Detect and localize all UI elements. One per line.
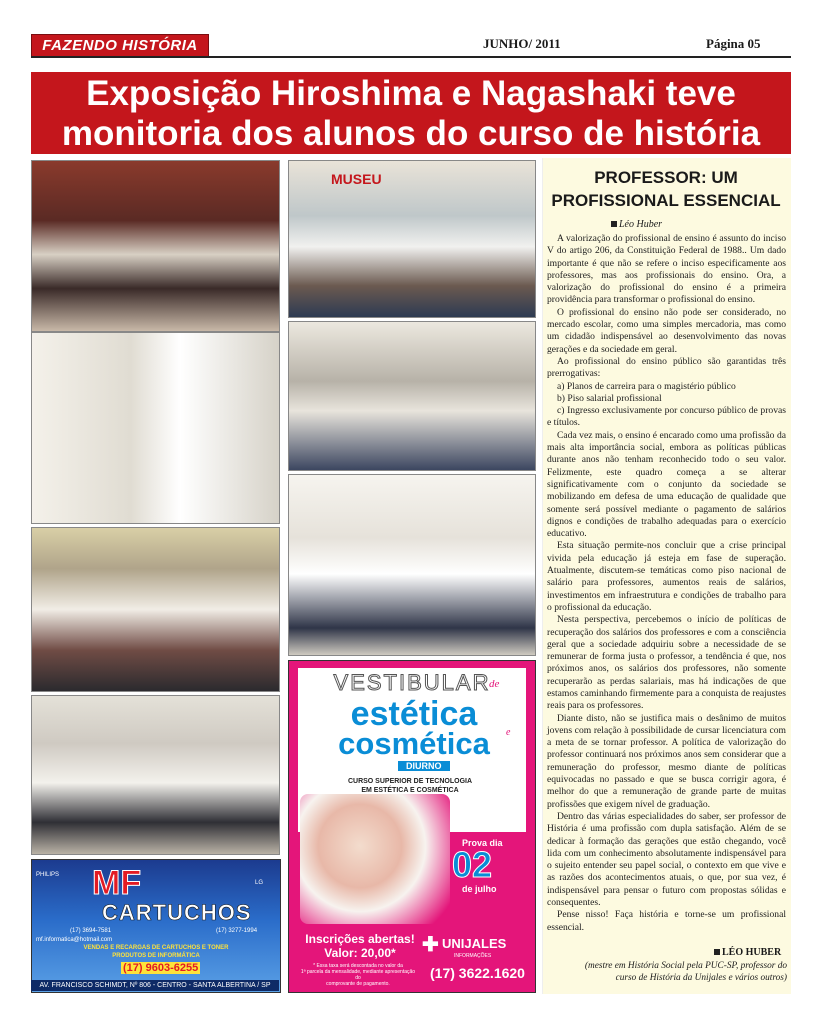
article-signature-name: LÉO HUBER bbox=[722, 947, 782, 958]
article-byline-name: Léo Huber bbox=[619, 219, 663, 230]
article-title-line-2: PROFISSIONAL ESSENCIAL bbox=[551, 191, 781, 210]
article-signature bbox=[714, 947, 781, 958]
headline bbox=[31, 74, 791, 154]
vestibular-day: 02 bbox=[452, 844, 493, 885]
article-paragraph: Pense nisso! Faça história e torne-se um profissional essencial. bbox=[547, 909, 786, 933]
ad-brand-philips: PHILIPS bbox=[36, 872, 60, 878]
ad-brand-lg: LG bbox=[255, 880, 264, 886]
vestibular-cosmetica: cosmética bbox=[338, 726, 490, 761]
article-paragraph: Nesta perspectiva, percebemos o início de políticas de recuperação dos salários dos professores e com a consciência geral que a sociedade adquiriu sobre a necessidade de se remunerar de forma justa o professor, a tendência é que, nos próximos anos, os salários dos professores, não somente recuperarão as perdas salariais, mas há indicações de que estamos caminhando firmemente para a conquista de reajustes reais para os professores. bbox=[547, 614, 786, 712]
vestibular-note-line-2: 1ª parcela da mensalidade, mediante apresentação do bbox=[300, 969, 416, 981]
ad-line-2: PRODUTOS DE INFORMÁTICA bbox=[112, 953, 200, 959]
article-list-item: a) Planos de carreira para o magistério público bbox=[557, 380, 736, 392]
vestibular-title: VESTIBULAR bbox=[333, 670, 491, 695]
vestibular-month: de julho bbox=[462, 884, 497, 894]
ad-contact-right: (17) 3277-1994 bbox=[216, 928, 258, 934]
headline-line-2: monitoria dos alunos do curso de história bbox=[61, 114, 761, 153]
header-rule bbox=[31, 56, 791, 58]
article-list-item: c) Ingresso exclusivamente por concurso público de provas e títulos. bbox=[547, 405, 786, 429]
vestibular-inscricoes-label: Inscrições abertas! bbox=[305, 932, 415, 946]
article-title-line-1: PROFESSOR: UM bbox=[594, 168, 738, 187]
article-paragraph: A valorização do profissional de ensino é assunto do inciso V do artigo 206, da Constituição Federal de 1988.. Um dado importante é que não se refere o inciso especificamente aos professores, mas aos profissionais do ensino. Ora, a valorização do profissional do ensino é a primeira providência para transformar o profissional do ensino. bbox=[547, 233, 786, 306]
ad-email: mf.informatica@hotmail.com bbox=[36, 937, 113, 943]
page-number: Página 05 bbox=[706, 36, 761, 51]
unijales-cross-icon: ✚ bbox=[422, 934, 439, 956]
vestibular-photo-collage bbox=[300, 794, 450, 924]
vestibular-course-line-2: EM ESTÉTICA E COSMÉTICA bbox=[361, 787, 459, 794]
vestibular-diurno: DIURNO bbox=[398, 761, 450, 771]
ad-address: AV. FRANCISCO SCHIMDT, Nº 806 - CENTRO - SANTA ALBERTINA / SP bbox=[31, 980, 279, 991]
vestibular-prova: Prova dia bbox=[462, 838, 503, 848]
photo-gallery-corridor bbox=[288, 474, 536, 656]
article-paragraph: O profissional do ensino não pode ser considerado, no mercado escolar, como uma simples mercadoria, mas como um cidadão indispensável ao desenvolvimento das novas gerações e da sociedade em geral. bbox=[547, 306, 786, 355]
photo-auditorium bbox=[31, 160, 280, 332]
article-title bbox=[546, 166, 786, 212]
ad-product: CARTUCHOS bbox=[102, 900, 252, 925]
article-body bbox=[547, 233, 786, 934]
ad-brand-mf: MF bbox=[92, 864, 142, 902]
photo-monitoring-group bbox=[31, 695, 280, 855]
issue-date: JUNHO/ 2011 bbox=[483, 36, 561, 51]
headline-line-1: Exposição Hiroshima e Nagashaki teve bbox=[86, 74, 736, 113]
photo-museum-entrance bbox=[288, 160, 536, 318]
photo-students-visit bbox=[288, 321, 536, 471]
article-paragraph: Dentro das várias especialidades do saber, ser professor de História é uma profissão com dupla satisfação. Além de se dedicar à formação das gerações que estão chegando, você lida com um conhecimento absolutamente indispensável para o sujeito entender seu papel social, o contexto em que vive e as razões dos acontecimentos atuais, o que, por sua vez, é indispensável para pensar o futuro com propostas sólidas e consequentes. bbox=[547, 810, 786, 909]
bullet-square-icon bbox=[611, 221, 617, 227]
vestibular-school: UNIJALES bbox=[442, 936, 507, 951]
vestibular-estetica: estética bbox=[350, 695, 478, 733]
article-list-item: b) Piso salarial profissional bbox=[557, 392, 662, 404]
ad-line-1: VENDAS E RECARGAS DE CARTUCHOS E TONER bbox=[83, 945, 229, 951]
vestibular-valor: Valor: 20,00* bbox=[324, 946, 396, 960]
article-byline bbox=[611, 219, 662, 230]
article-paragraph: Diante disto, não se justifica mais o desânimo de muitos jovens com relação à possibilidade de cursar licenciatura com a meta de se tornar professor. A política de valorização do professor continuará nos próximos anos sem considerar que a remuneração do professor, mesmo diante de políticas equivocadas no passado e que se busca corrigir agora, é melhor do que a remuneração de grande parte de muitas profissões que exigem nível de graduação. bbox=[547, 712, 786, 810]
vestibular-course bbox=[330, 777, 490, 795]
article-paragraph: Cada vez mais, o ensino é encarado como uma profissão da mais alta importância social, embora as políticas públicas durante anos não tenham reconhecido todo o seu valor. Felizmente, este quadro começa a se alterar significativamente com o conjunto da sociedade se mobilizando em defesa de uma educação de qualidade que somente será possível mediante o pagamento de salários dignos e condições de trabalho adequadas para o exercício educativo. bbox=[547, 429, 786, 540]
ad-phone: (17) 9603-6255 bbox=[123, 962, 199, 974]
vestibular-course-line-1: CURSO SUPERIOR DE TECNOLOGIA bbox=[347, 778, 473, 785]
vestibular-phone: (17) 3622.1620 bbox=[430, 965, 525, 981]
ad-contact-left: (17) 3694-7581 bbox=[70, 928, 112, 934]
article-paragraph: Ao profissional do ensino público são garantidas três prerrogativas: bbox=[547, 355, 786, 380]
vestibular-info-label: INFORMAÇÕES bbox=[454, 953, 492, 959]
bullet-square-icon bbox=[714, 949, 720, 955]
article-paragraph: Esta situação permite-nos concluir que a crise principal vivida pela educação já esteja em fase de superação. Atualmente, discutem-se temáticas como piso nacional de salário para professores, aumentos reais de salários, investimentos em infraestrutura e condições de trabalho para o profissional da educação. bbox=[547, 540, 786, 613]
photo-students-crowd bbox=[31, 527, 280, 692]
vestibular-e: e bbox=[506, 727, 511, 738]
newspaper-logo: FAZENDO HISTÓRIA bbox=[31, 34, 209, 57]
vestibular-note-line-3: comprovante de pagamento. bbox=[326, 981, 390, 987]
vestibular-note bbox=[298, 963, 418, 987]
photo-exhibition-hall bbox=[31, 332, 280, 524]
vestibular-note-line-1: * Essa taxa será descontada no valor da bbox=[313, 963, 403, 969]
article-author-description: (mestre em História Social pela PUC-SP, professor do curso de História da Unijales e vários outros) bbox=[584, 961, 787, 983]
museu-sign: MUSEU bbox=[331, 171, 382, 187]
vestibular-inscricoes bbox=[301, 932, 419, 960]
vestibular-de: de bbox=[489, 678, 500, 690]
